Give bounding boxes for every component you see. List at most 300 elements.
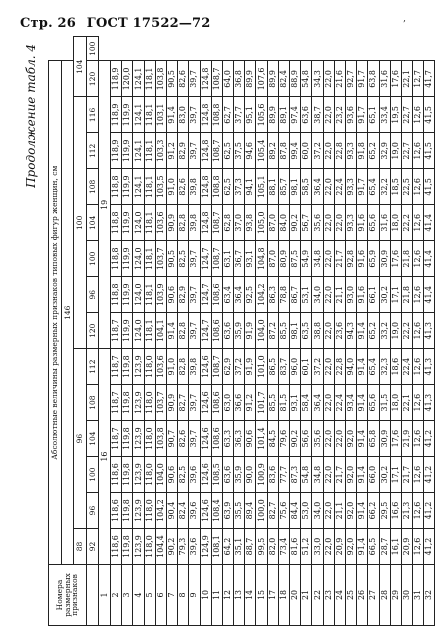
value-cell: 89,4 (245, 493, 256, 529)
value-cell: 90,6 (166, 277, 177, 313)
value-cell: 91,6 (357, 205, 368, 241)
value-cell: 41,3 (424, 385, 435, 421)
table-row (211, 37, 222, 626)
row-number-cell: 12 (222, 565, 233, 626)
value-cell: 73,4 (278, 529, 289, 565)
value-cell: 22,0 (323, 529, 334, 565)
column-header: 116 (86, 97, 99, 133)
value-cell: 118,1 (144, 277, 155, 313)
value-cell: 103,8 (155, 61, 166, 97)
value-cell: 34,0 (312, 277, 323, 313)
value-cell: 108,5 (211, 457, 222, 493)
value-cell: 22,1 (401, 385, 412, 421)
value-cell: 119,8 (122, 349, 133, 385)
value-cell: 17,6 (390, 241, 401, 277)
value-cell: 97,4 (290, 97, 301, 133)
column-header: 100 (86, 37, 99, 61)
value-cell: 86,7 (290, 277, 301, 313)
value-cell: 35,9 (234, 313, 245, 349)
value-cell: 41,3 (424, 313, 435, 349)
value-cell: 16,1 (390, 529, 401, 565)
value-cell: 103,6 (155, 349, 166, 385)
value-cell: 39,6 (189, 529, 200, 565)
value-cell: 41,2 (424, 493, 435, 529)
value-cell: 41,5 (424, 133, 435, 169)
value-cell: 22,0 (323, 205, 334, 241)
value-cell: 20,9 (334, 529, 345, 565)
value-cell: 22,7 (401, 133, 412, 169)
value-cell: 32,3 (379, 349, 390, 385)
value-cell: 21,8 (401, 277, 412, 313)
value-cell: 17,1 (390, 277, 401, 313)
value-cell: 118,1 (144, 61, 155, 97)
table-row (189, 37, 200, 626)
value-cell: 33,4 (379, 97, 390, 133)
value-cell: 101,4 (256, 421, 267, 457)
value-cell: 91,6 (357, 277, 368, 313)
value-cell: 91,7 (357, 169, 368, 205)
value-cell: 105,6 (256, 97, 267, 133)
row-number-cell: 9 (189, 565, 200, 626)
value-cell: 100,0 (256, 493, 267, 529)
value-cell: 118,0 (144, 421, 155, 457)
table-row (290, 37, 301, 626)
value-cell: 91,9 (245, 313, 256, 349)
value-cell: 124,6 (200, 421, 211, 457)
row-number-cell: 27 (368, 565, 379, 626)
side-mark: , (403, 14, 406, 24)
value-cell: 79,6 (278, 421, 289, 457)
value-cell: 82,6 (178, 61, 189, 97)
value-cell: 54,8 (301, 457, 312, 493)
value-cell: 104,2 (256, 277, 267, 313)
value-cell: 65,2 (368, 133, 379, 169)
row-number-cell: 32 (424, 565, 435, 626)
value-cell: 53,0 (301, 493, 312, 529)
value-cell: 91,4 (357, 385, 368, 421)
value-cell: 108,4 (211, 493, 222, 529)
value-cell: 64,0 (222, 61, 233, 97)
value-cell: 37,2 (312, 349, 323, 385)
value-cell: 91,4 (357, 421, 368, 457)
table-row (357, 37, 368, 626)
value-cell: 118,6 (111, 493, 122, 529)
value-cell: 37,0 (234, 205, 245, 241)
value-cell: 92,0 (345, 421, 356, 457)
row-number-cell: 20 (290, 565, 301, 626)
value-cell: 87,8 (278, 133, 289, 169)
value-cell: 118,1 (144, 133, 155, 169)
row-number-cell: 22 (312, 565, 323, 626)
value-cell: 92,0 (345, 529, 356, 565)
row-number-cell: 18 (278, 565, 289, 626)
value-cell: 124,8 (200, 133, 211, 169)
table-row (401, 37, 412, 626)
value-cell: 34,0 (312, 493, 323, 529)
value-cell: 22,4 (334, 385, 345, 421)
value-cell: 118,7 (111, 421, 122, 457)
table-body (99, 37, 435, 626)
table-row (200, 37, 211, 626)
value-cell: 104,4 (155, 529, 166, 565)
value-cell: 91,2 (166, 133, 177, 169)
column-header: 120 (86, 313, 99, 349)
table-row (312, 37, 323, 626)
value-cell: 22,8 (334, 349, 345, 385)
column-header: 96 (86, 277, 99, 313)
value-cell: 91,4 (357, 349, 368, 385)
value-cell: 94,0 (345, 349, 356, 385)
value-cell: 99,5 (256, 529, 267, 565)
value-cell: 62,7 (222, 97, 233, 133)
row-number-cell: 21 (301, 565, 312, 626)
rotated-table-area (24, 36, 434, 626)
value-cell: 21,1 (334, 277, 345, 313)
blank-header-cell (86, 565, 99, 626)
value-cell: 64,2 (222, 529, 233, 565)
value-cell: 105,1 (256, 169, 267, 205)
value-cell: 60,0 (301, 133, 312, 169)
value-cell: 22,8 (334, 133, 345, 169)
value-cell: 31,6 (379, 61, 390, 97)
value-cell: 56,6 (301, 421, 312, 457)
header-row-2 (61, 37, 74, 626)
value-cell: 89,1 (278, 97, 289, 133)
value-cell: 32,2 (379, 169, 390, 205)
row-number-cell: 13 (234, 565, 245, 626)
value-cell: 118,8 (111, 277, 122, 313)
value-cell: 99,4 (290, 133, 301, 169)
value-cell: 12,6 (413, 457, 424, 493)
row-number-cell: 11 (211, 565, 222, 626)
value-cell: 35,9 (234, 457, 245, 493)
value-cell: 21,8 (401, 241, 412, 277)
value-cell: 77,7 (278, 457, 289, 493)
value-cell: 41,4 (424, 277, 435, 313)
value-cell: 36,4 (234, 277, 245, 313)
value-cell: 18,5 (390, 169, 401, 205)
value-cell: 104,1 (155, 313, 166, 349)
value-cell: 17,6 (390, 421, 401, 457)
value-cell: 19,5 (390, 97, 401, 133)
value-cell: 124,0 (133, 313, 144, 349)
table-row (424, 37, 435, 626)
value-cell: 93,4 (345, 385, 356, 421)
value-cell: 118,9 (111, 97, 122, 133)
value-cell: 38,7 (312, 97, 323, 133)
value-cell: 35,5 (234, 493, 245, 529)
value-cell: 123,9 (133, 385, 144, 421)
value-cell: 91,0 (166, 169, 177, 205)
value-cell: 118,1 (144, 313, 155, 349)
value-cell: 119,9 (122, 169, 133, 205)
value-cell: 94,1 (245, 169, 256, 205)
index-cell: 1 (99, 565, 111, 626)
value-cell: 63,5 (301, 313, 312, 349)
column-header: 104 (86, 421, 99, 457)
row-number-cell: 14 (245, 565, 256, 626)
value-cell: 21,9 (401, 421, 412, 457)
value-cell: 82,4 (178, 493, 189, 529)
value-cell: 123,9 (133, 421, 144, 457)
row-number-cell: 5 (144, 565, 155, 626)
index-row (99, 37, 111, 626)
value-cell: 22,0 (323, 169, 334, 205)
value-cell: 101,0 (256, 349, 267, 385)
value-cell: 36,3 (234, 421, 245, 457)
value-cell: 104,0 (155, 457, 166, 493)
value-cell: 22,0 (323, 277, 334, 313)
value-cell: 62,8 (222, 205, 233, 241)
value-cell: 12,7 (413, 61, 424, 97)
value-cell: 124,8 (200, 97, 211, 133)
value-cell: 79,3 (178, 529, 189, 565)
value-cell: 65,9 (368, 241, 379, 277)
value-cell: 90,2 (166, 529, 177, 565)
value-cell: 118,1 (144, 205, 155, 241)
value-cell: 91,4 (166, 313, 177, 349)
value-cell: 37,2 (312, 133, 323, 169)
row-number-cell: 4 (133, 565, 144, 626)
value-cell: 88,7 (245, 529, 256, 565)
super-header: Абсолютные величины размерных признаков типовых фигур женщин, см (49, 61, 62, 565)
value-cell: 22,0 (323, 241, 334, 277)
value-cell: 103,1 (155, 97, 166, 133)
value-cell: 87,2 (267, 313, 278, 349)
value-cell: 34,8 (312, 457, 323, 493)
value-cell: 124,0 (133, 277, 144, 313)
value-cell: 124,7 (200, 313, 211, 349)
subgroup-header: 88 (74, 529, 87, 565)
value-cell: 33,2 (379, 313, 390, 349)
row-number-cell: 29 (390, 565, 401, 626)
row-number-cell: 24 (334, 565, 345, 626)
value-cell: 12,6 (413, 169, 424, 205)
value-cell: 66,2 (368, 493, 379, 529)
value-cell: 22,0 (323, 133, 334, 169)
value-cell: 118,6 (111, 529, 122, 565)
value-cell: 63,8 (368, 61, 379, 97)
table-row (390, 37, 401, 626)
value-cell: 75,6 (278, 493, 289, 529)
value-cell: 35,1 (234, 529, 245, 565)
value-cell: 78,8 (278, 277, 289, 313)
value-cell: 18,0 (390, 385, 401, 421)
value-cell: 18,6 (390, 349, 401, 385)
value-cell: 118,7 (111, 349, 122, 385)
value-cell: 85,5 (278, 313, 289, 349)
column-header: 112 (86, 133, 99, 169)
value-cell: 65,6 (368, 205, 379, 241)
value-cell: 65,8 (368, 421, 379, 457)
row-number-cell: 25 (345, 565, 356, 626)
value-cell: 124,7 (200, 241, 211, 277)
value-cell: 119,9 (122, 313, 133, 349)
page-number: Стр. 26 (20, 16, 77, 31)
value-cell: 41,4 (424, 205, 435, 241)
value-cell: 93,0 (345, 277, 356, 313)
value-cell: 91,4 (166, 97, 177, 133)
value-cell: 35,6 (312, 421, 323, 457)
value-cell: 63,0 (222, 385, 233, 421)
value-cell: 65,4 (368, 169, 379, 205)
value-cell: 124,8 (200, 61, 211, 97)
value-cell: 93,3 (345, 133, 356, 169)
value-cell: 35,6 (312, 205, 323, 241)
value-cell: 21,3 (401, 493, 412, 529)
value-cell: 22,0 (323, 97, 334, 133)
value-cell: 98,1 (290, 169, 301, 205)
value-cell: 39,7 (189, 313, 200, 349)
value-cell: 63,1 (222, 241, 233, 277)
row-number-cell: 2 (111, 565, 122, 626)
value-cell: 91,7 (357, 97, 368, 133)
table-row (413, 37, 424, 626)
column-header: 96 (86, 493, 99, 529)
value-cell: 94,6 (245, 133, 256, 169)
value-cell: 90,7 (166, 421, 177, 457)
value-cell: 123,9 (133, 457, 144, 493)
value-cell: 124,6 (200, 493, 211, 529)
value-cell: 82,8 (178, 205, 189, 241)
value-cell: 119,8 (122, 421, 133, 457)
value-cell: 82,0 (267, 529, 278, 565)
value-cell: 41,4 (424, 241, 435, 277)
table-row (111, 37, 122, 626)
group-header: 146 (61, 61, 74, 565)
value-cell: 105,0 (256, 205, 267, 241)
value-cell: 119,8 (122, 457, 133, 493)
value-cell: 37,5 (234, 133, 245, 169)
table-row (267, 37, 278, 626)
value-cell: 37,3 (234, 169, 245, 205)
value-cell: 66,1 (368, 277, 379, 313)
value-cell: 108,7 (211, 241, 222, 277)
value-cell: 38,8 (312, 313, 323, 349)
value-cell: 36,8 (234, 61, 245, 97)
table-row (334, 37, 345, 626)
value-cell: 119,9 (122, 205, 133, 241)
value-cell: 87,0 (267, 205, 278, 241)
value-cell: 51,2 (301, 529, 312, 565)
value-cell: 30,2 (379, 457, 390, 493)
value-cell: 124,6 (200, 349, 211, 385)
value-cell: 108,8 (211, 169, 222, 205)
value-cell: 87,0 (267, 241, 278, 277)
value-cell: 82,7 (267, 493, 278, 529)
value-cell: 22,0 (323, 349, 334, 385)
continuation-label: Продолжение табл. 4 (24, 44, 38, 188)
value-cell: 92,5 (245, 277, 256, 313)
value-cell: 22,0 (323, 61, 334, 97)
value-cell: 63,3 (222, 421, 233, 457)
value-cell: 82,7 (178, 385, 189, 421)
row-number-cell: 10 (200, 565, 211, 626)
row-number-cell: 26 (357, 565, 368, 626)
value-cell: 22,2 (401, 313, 412, 349)
column-header-row (86, 37, 99, 626)
page-header (20, 16, 217, 31)
table-row (144, 37, 155, 626)
table-row (379, 37, 390, 626)
value-cell: 41,5 (424, 97, 435, 133)
value-cell: 119,9 (122, 97, 133, 133)
column-header: 104 (86, 205, 99, 241)
first-col-header: Номера размерных признаков (49, 565, 87, 626)
value-cell: 124,7 (200, 277, 211, 313)
value-cell: 90,2 (290, 205, 301, 241)
value-cell: 12,6 (413, 349, 424, 385)
value-cell: 108,7 (211, 205, 222, 241)
value-cell: 41,3 (424, 349, 435, 385)
value-cell: 22,0 (323, 421, 334, 457)
value-cell: 12,6 (413, 529, 424, 565)
value-cell: 12,6 (413, 133, 424, 169)
value-cell: 66,5 (368, 529, 379, 565)
value-cell: 31,5 (379, 385, 390, 421)
value-cell: 20,9 (401, 529, 412, 565)
subgroup-row (74, 37, 87, 626)
header-row-1 (49, 37, 62, 626)
table-row (256, 37, 267, 626)
value-cell: 90,9 (166, 205, 177, 241)
value-cell: 62,5 (222, 169, 233, 205)
value-cell: 83,7 (278, 349, 289, 385)
value-cell: 119,9 (122, 241, 133, 277)
value-cell: 103,8 (155, 421, 166, 457)
value-cell: 118,0 (144, 349, 155, 385)
value-cell: 81,6 (290, 529, 301, 565)
table-row (166, 37, 177, 626)
table-row (222, 37, 233, 626)
value-cell: 12,6 (413, 97, 424, 133)
value-cell: 92,0 (345, 457, 356, 493)
value-cell: 82,6 (178, 169, 189, 205)
value-cell: 90,6 (245, 421, 256, 457)
row-number-cell: 31 (413, 565, 424, 626)
value-cell: 21,1 (334, 493, 345, 529)
value-cell: 93,1 (290, 385, 301, 421)
subgroup-header: 100 (74, 97, 87, 349)
value-cell: 93,1 (245, 241, 256, 277)
value-cell: 37,7 (234, 97, 245, 133)
value-cell: 104,8 (256, 241, 267, 277)
value-cell: 29,5 (379, 493, 390, 529)
value-cell: 41,2 (424, 457, 435, 493)
value-cell: 22,0 (334, 421, 345, 457)
value-cell: 118,1 (144, 169, 155, 205)
value-cell: 118,1 (144, 97, 155, 133)
value-cell: 30,9 (379, 421, 390, 457)
value-cell: 92,8 (345, 241, 356, 277)
table-row (278, 37, 289, 626)
value-cell: 58,4 (301, 385, 312, 421)
value-cell: 118,7 (111, 313, 122, 349)
value-cell: 93,3 (345, 169, 356, 205)
value-cell: 119,8 (122, 385, 133, 421)
value-cell: 82,5 (178, 457, 189, 493)
value-cell: 91,7 (357, 61, 368, 97)
value-cell: 124,0 (133, 205, 144, 241)
value-cell: 32,9 (379, 133, 390, 169)
value-cell: 118,0 (144, 529, 155, 565)
value-cell: 19,0 (390, 313, 401, 349)
subgroup-header: 104 (74, 37, 87, 97)
value-cell: 21,7 (334, 457, 345, 493)
value-cell: 39,7 (189, 385, 200, 421)
value-cell: 108,6 (211, 421, 222, 457)
value-cell: 91,8 (357, 133, 368, 169)
